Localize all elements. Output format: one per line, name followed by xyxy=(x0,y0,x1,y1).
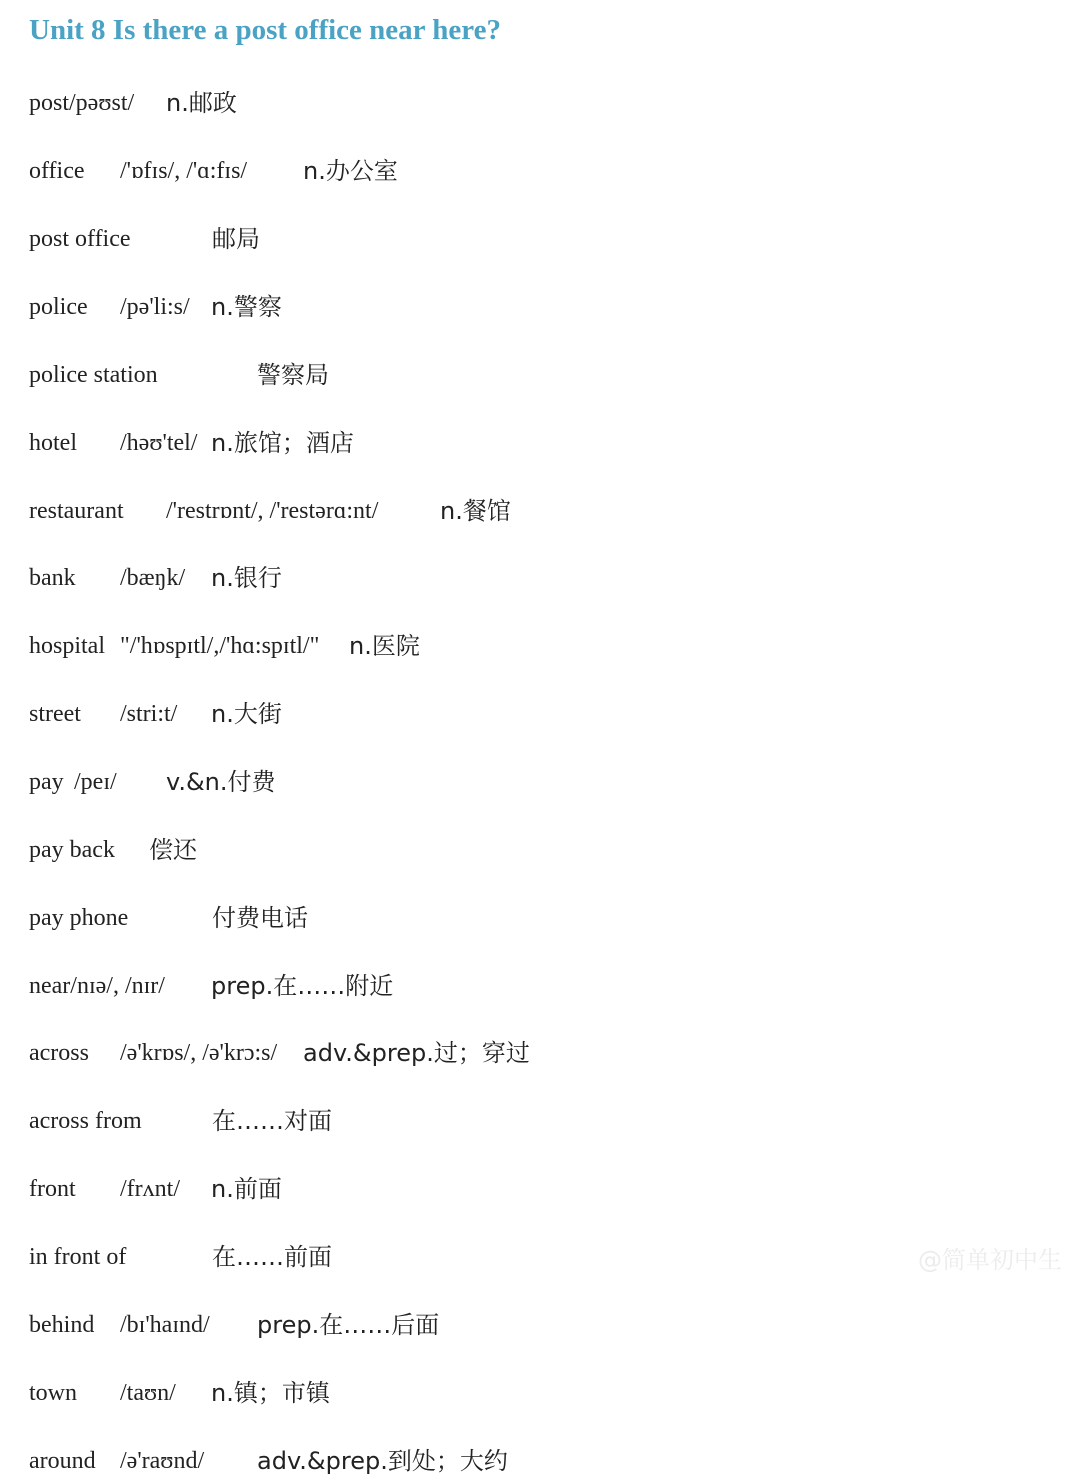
vocab-meaning: 付费电话 xyxy=(212,904,308,932)
vocab-meaning: 在……对面 xyxy=(212,1107,332,1135)
vocab-pronunciation: /'restrɒnt/, /'restərɑ:nt/ xyxy=(166,498,379,524)
vocab-word: pay phone xyxy=(29,905,129,931)
vocab-word: across xyxy=(29,1040,89,1066)
page-title: Unit 8 Is there a post office near here? xyxy=(29,14,501,46)
vocab-meaning: n.大街 xyxy=(211,700,282,728)
vocab-word: around xyxy=(29,1448,96,1474)
vocab-meaning: n.餐馆 xyxy=(440,497,511,525)
vocab-pronunciation: /'ɒfɪs/, /'ɑ:fɪs/ xyxy=(120,158,248,184)
vocab-meaning: v.&n.付费 xyxy=(166,768,276,796)
vocab-meaning: n.前面 xyxy=(211,1175,282,1203)
vocab-word: across from xyxy=(29,1108,142,1134)
vocab-meaning: n.旅馆；酒店 xyxy=(211,429,354,457)
vocab-word: behind xyxy=(29,1312,95,1338)
vocab-word: bank xyxy=(29,565,76,591)
vocab-pronunciation: /bɪ'haɪnd/ xyxy=(120,1312,210,1338)
vocab-meaning: n.镇；市镇 xyxy=(211,1379,330,1407)
vocab-meaning: n.邮政 xyxy=(166,89,237,117)
vocab-meaning: prep.在……附近 xyxy=(211,972,394,1000)
vocab-word: hospital xyxy=(29,633,105,659)
vocab-word: post/pəʊst/ xyxy=(29,90,135,116)
vocab-meaning: 邮局 xyxy=(212,225,260,253)
vocab-word: pay back xyxy=(29,837,115,863)
vocab-meaning: n.办公室 xyxy=(303,157,398,185)
vocab-meaning: prep.在……后面 xyxy=(257,1311,440,1339)
vocab-word: pay xyxy=(29,769,64,795)
vocab-pronunciation: /ə'raʊnd/ xyxy=(120,1448,205,1474)
vocab-word: in front of xyxy=(29,1244,127,1270)
vocab-meaning: 偿还 xyxy=(149,836,197,864)
vocab-pronunciation: /stri:t/ xyxy=(120,701,178,727)
vocab-word: hotel xyxy=(29,430,77,456)
vocab-meaning: 警察局 xyxy=(257,361,329,389)
vocab-word: street xyxy=(29,701,81,727)
vocab-word: police station xyxy=(29,362,158,388)
vocab-meaning: n.警察 xyxy=(211,293,282,321)
vocab-pronunciation: /taʊn/ xyxy=(120,1380,176,1406)
vocab-word: police xyxy=(29,294,88,320)
vocab-word: town xyxy=(29,1380,77,1406)
vocab-pronunciation: /bæŋk/ xyxy=(120,565,186,591)
vocab-meaning: adv.&prep.到处；大约 xyxy=(257,1447,508,1475)
vocab-word: restaurant xyxy=(29,498,124,524)
vocab-word: front xyxy=(29,1176,76,1202)
vocab-word: post office xyxy=(29,226,131,252)
vocab-meaning: n.银行 xyxy=(211,564,282,592)
vocab-meaning: adv.&prep.过；穿过 xyxy=(303,1039,530,1067)
vocab-pronunciation: "/'hɒspɪtl/,/'hɑ:spɪtl/" xyxy=(120,633,320,659)
vocab-word: office xyxy=(29,158,85,184)
vocab-pronunciation: /peɪ/ xyxy=(74,769,117,795)
vocab-pronunciation: /frʌnt/ xyxy=(120,1176,180,1202)
vocab-pronunciation: /pə'li:s/ xyxy=(120,294,190,320)
vocab-pronunciation: /həʊ'tel/ xyxy=(120,430,198,456)
watermark: @简单初中生 xyxy=(918,1246,1062,1274)
vocab-meaning: n.医院 xyxy=(349,632,420,660)
vocab-meaning: 在……前面 xyxy=(212,1243,332,1271)
vocab-word: near/nɪə/, /nɪr/ xyxy=(29,973,165,999)
vocab-pronunciation: /ə'krɒs/, /ə'krɔ:s/ xyxy=(120,1040,278,1066)
